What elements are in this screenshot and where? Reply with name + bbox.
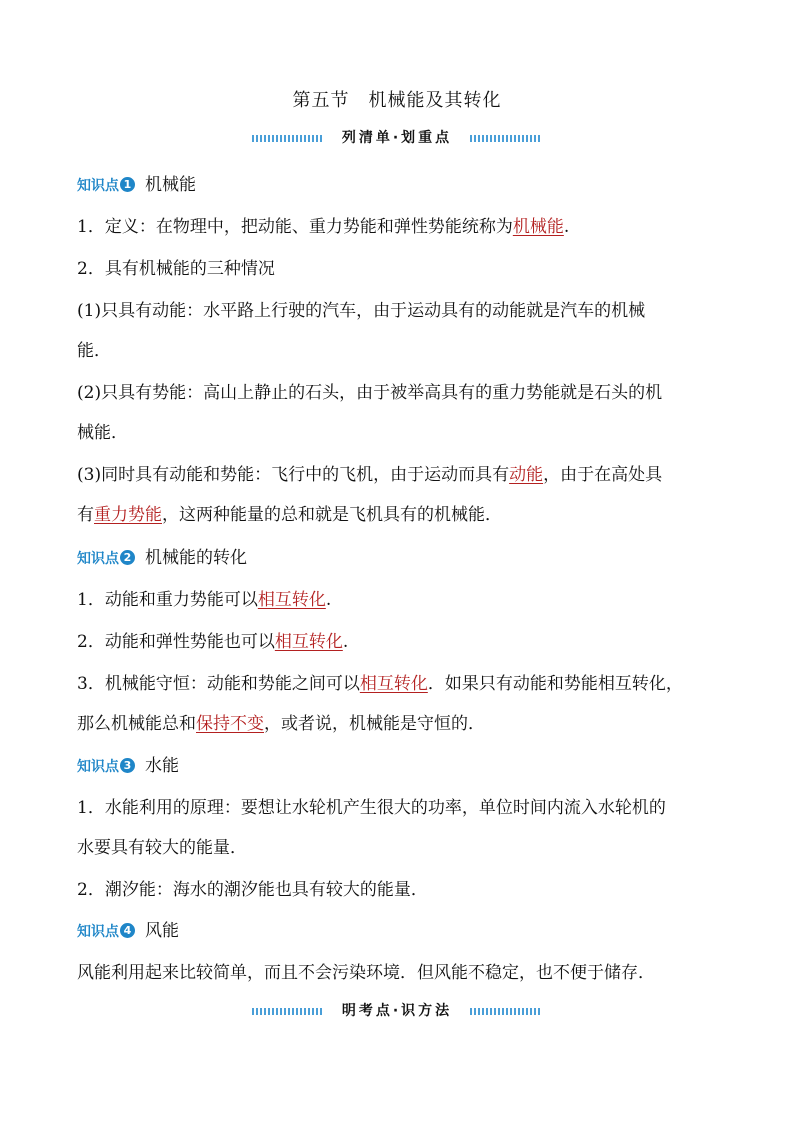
banner-stripes-left (252, 135, 324, 142)
answer-blank: 机械能 (512, 217, 564, 237)
text: 2．动能和弹性势能也可以 (77, 632, 275, 652)
knowledge-point-tag: 知识点 (77, 759, 119, 775)
paragraph-line (77, 669, 727, 694)
knowledge-point-name: 机械能 (145, 175, 196, 195)
text: (3)同时具有动能和势能：飞行中的飞机，由于运动而具有 (77, 465, 510, 485)
paragraph-line (77, 627, 727, 652)
text: 3．机械能守恒：动能和势能之间可以 (77, 674, 360, 694)
paragraph-line: (2)只具有势能：高山上静止的石头，由于被举高具有的重力势能就是石头的机 (77, 383, 663, 403)
circled-number-1-icon: 1 (120, 177, 135, 192)
paragraph-line: 能． (77, 341, 111, 361)
answer-blank: 相互转化 (359, 674, 428, 694)
section-title: 第五节 机械能及其转化 (292, 90, 502, 111)
answer-blank: 动能 (509, 465, 544, 485)
banner-stripes-right (470, 135, 542, 142)
paragraph-line: 1．水能利用的原理：要想让水轮机产生很大的功率，单位时间内流入水轮机的 (77, 798, 666, 818)
text: . (342, 632, 349, 652)
paragraph-line: 2．潮汐能：海水的潮汐能也具有较大的能量． (77, 880, 428, 900)
paragraph-line: 水要具有较大的能量． (77, 838, 247, 858)
text: 有 (77, 505, 94, 525)
text: 1．定义：在物理中，把动能、重力势能和弹性势能统称为 (77, 217, 513, 237)
paragraph-line: 械能． (77, 423, 128, 443)
banner-label: 列清单·划重点 (341, 130, 453, 146)
knowledge-point-4-heading (77, 916, 179, 941)
knowledge-point-name: 风能 (145, 921, 179, 941)
text: . (563, 217, 570, 237)
answer-blank: 保持不变 (196, 714, 264, 734)
text: ，这两种能量的总和就是飞机具有的机械能． (162, 505, 502, 525)
knowledge-point-name: 机械能的转化 (145, 548, 247, 568)
knowledge-point-1-heading (77, 170, 196, 195)
knowledge-point-tag: 知识点 (77, 551, 119, 567)
text: ，由于在高处具 (543, 465, 663, 485)
text: ，或者说，机械能是守恒的． (264, 714, 485, 734)
text: ．如果只有动能和势能相互转化， (427, 674, 683, 694)
knowledge-point-tag: 知识点 (77, 178, 119, 194)
knowledge-point-tag: 知识点 (77, 924, 119, 940)
definition-line (77, 212, 727, 237)
banner-exam-points (252, 1001, 542, 1021)
knowledge-point-3-heading (77, 751, 179, 776)
text: 那么机械能总和 (77, 714, 196, 734)
circled-number-3-icon: 3 (120, 758, 135, 773)
answer-blank: 相互转化 (257, 590, 326, 610)
text: . (325, 590, 332, 610)
banner-label: 明考点·识方法 (341, 1003, 453, 1019)
banner-list-key-points (252, 128, 542, 148)
paragraph-line: 2．具有机械能的三种情况 (77, 259, 275, 279)
circled-number-2-icon: 2 (120, 550, 135, 565)
circled-number-4-icon: 4 (120, 923, 135, 938)
paragraph-line (77, 585, 727, 610)
answer-blank: 重力势能 (94, 505, 162, 525)
paragraph-line (77, 460, 727, 485)
knowledge-point-2-heading (77, 543, 247, 568)
paragraph-line: 风能利用起来比较简单，而且不会污染环境．但风能不稳定，也不便于储存． (77, 963, 655, 983)
text: 1．动能和重力势能可以 (77, 590, 258, 610)
answer-blank: 相互转化 (274, 632, 343, 652)
knowledge-point-name: 水能 (145, 756, 179, 776)
paragraph-line (77, 500, 727, 525)
banner-stripes-left (252, 1008, 324, 1015)
paragraph-line (77, 709, 727, 734)
paragraph-line: (1)只具有动能：水平路上行驶的汽车，由于运动具有的动能就是汽车的机械 (77, 301, 646, 321)
banner-stripes-right (470, 1008, 542, 1015)
